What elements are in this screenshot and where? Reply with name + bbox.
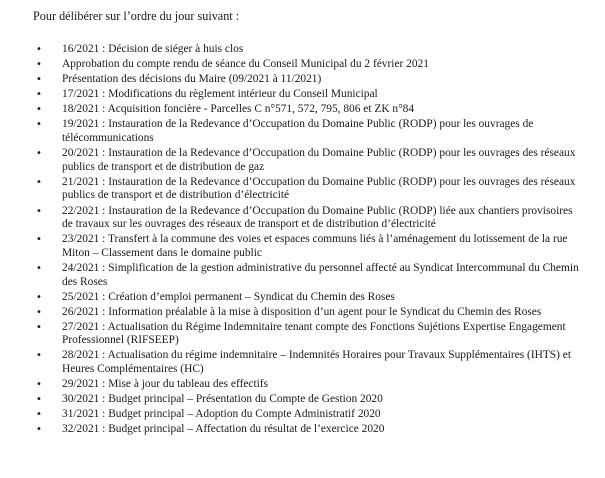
agenda-list	[0, 43, 605, 439]
agenda-item-text: Présentation des décisions du Maire (09/2021 à 11/2021)	[62, 73, 322, 86]
agenda-item-text: 32/2021 : Budget principal – Affectation du résultat de l’exercice 2020	[62, 423, 385, 436]
agenda-item	[0, 58, 605, 72]
bullet-icon: •	[36, 234, 42, 246]
agenda-item	[0, 262, 605, 289]
agenda-item	[0, 205, 605, 232]
bullet-icon: •	[36, 262, 42, 274]
agenda-item-text: 16/2021 : Décision de siéger à huis clos	[62, 43, 244, 55]
bullet-icon: •	[36, 350, 42, 362]
agenda-item-text: 25/2021 : Création d’emploi permanent – Syndicat du Chemin des Roses	[62, 290, 395, 303]
agenda-item	[0, 423, 605, 437]
agenda-item	[0, 147, 605, 174]
agenda-item-text: 29/2021 : Mise à jour du tableau des effectifs	[62, 378, 269, 391]
agenda-item-text: 23/2021 : Transfert à la commune des voies et espaces communs liés à l’aménagement du lotissement de la rue Miton – Classement dans le domaine public	[62, 233, 568, 259]
bullet-icon: •	[36, 148, 42, 160]
agenda-item	[0, 408, 605, 422]
bullet-icon: •	[36, 59, 42, 71]
agenda-item	[0, 306, 605, 320]
agenda-item-text: 19/2021 : Instauration de la Redevance d’Occupation du Domaine Public (RODP) pour les ouvrages de télécommunications	[62, 118, 534, 145]
agenda-item-text: 24/2021 : Simplification de la gestion administrative du personnel affecté au Syndicat Intercommunal du Chemin des Roses	[62, 261, 579, 288]
agenda-item	[0, 88, 605, 102]
bullet-icon: •	[36, 89, 42, 101]
agenda-item-text: 17/2021 : Modifications du règlement intérieur du Conseil Municipal	[62, 88, 378, 101]
bullet-icon: •	[36, 74, 42, 86]
agenda-item	[0, 233, 605, 260]
agenda-item	[0, 393, 605, 407]
bullet-icon: •	[36, 205, 42, 217]
agenda-item-text: 31/2021 : Budget principal – Adoption du Compte Administratif 2020	[62, 408, 381, 421]
bullet-icon: •	[36, 104, 42, 116]
agenda-item	[0, 73, 605, 87]
bullet-icon: •	[36, 306, 42, 318]
agenda-item-text: 30/2021 : Budget principal – Présentation du Compte de Gestion 2020	[62, 393, 383, 406]
bullet-icon: •	[36, 321, 42, 333]
agenda-item-text: 18/2021 : Acquisition foncière - Parcelles C n°571, 572, 795, 806 et ZK n°84	[62, 103, 415, 116]
bullet-icon: •	[36, 291, 42, 303]
agenda-item	[0, 291, 605, 305]
bullet-icon: •	[36, 379, 42, 391]
agenda-item	[0, 43, 605, 57]
agenda-item-text: 21/2021 : Instauration de la Redevance d’Occupation du Domaine Public (RODP) pour les ouvrages des réseaux publics de transport et de distribution d’électricité	[62, 175, 576, 202]
agenda-item	[0, 103, 605, 117]
agenda-item	[0, 378, 605, 392]
agenda-item-text: Approbation du compte rendu de séance du Conseil Municipal du 2 février 2021	[62, 58, 429, 71]
agenda-item-text: 20/2021 : Instauration de la Redevance d’Occupation du Domaine Public (RODP) pour les ouvrages des réseaux publics de transport et de distribution de gaz	[62, 147, 576, 173]
bullet-icon: •	[36, 409, 42, 421]
bullet-icon: •	[36, 44, 42, 55]
agenda-item	[0, 349, 605, 376]
agenda-item	[0, 176, 605, 203]
bullet-icon: •	[36, 424, 42, 436]
agenda-intro: Pour délibérer sur l’ordre du jour suivant :	[33, 9, 240, 23]
bullet-icon: •	[36, 119, 42, 131]
agenda-item	[0, 118, 605, 145]
agenda-item-text: 22/2021 : Instauration de la Redevance d’Occupation du Domaine Public (RODP) liée aux chantiers provisoires de travaux sur les ouvrages des réseaux de transport et de distribution d’électricité	[62, 204, 573, 231]
agenda-item-text: 27/2021 : Actualisation du Régime Indemnitaire tenant compte des Fonctions Sujétions Expertise Engagement Professionnel (RIFSEEP)	[62, 320, 566, 347]
bullet-icon: •	[36, 394, 42, 406]
agenda-item-text: 28/2021 : Actualisation du régime indemnitaire – Indemnités Horaires pour Travaux Supplémentaires (IHTS) et Heures Complémentaires (HC)	[62, 349, 571, 376]
agenda-item	[0, 321, 605, 348]
agenda-item-text: 26/2021 : Information préalable à la mise à disposition d’un agent pour le Syndicat du Chemin des Roses	[62, 305, 542, 318]
bullet-icon: •	[36, 176, 42, 188]
